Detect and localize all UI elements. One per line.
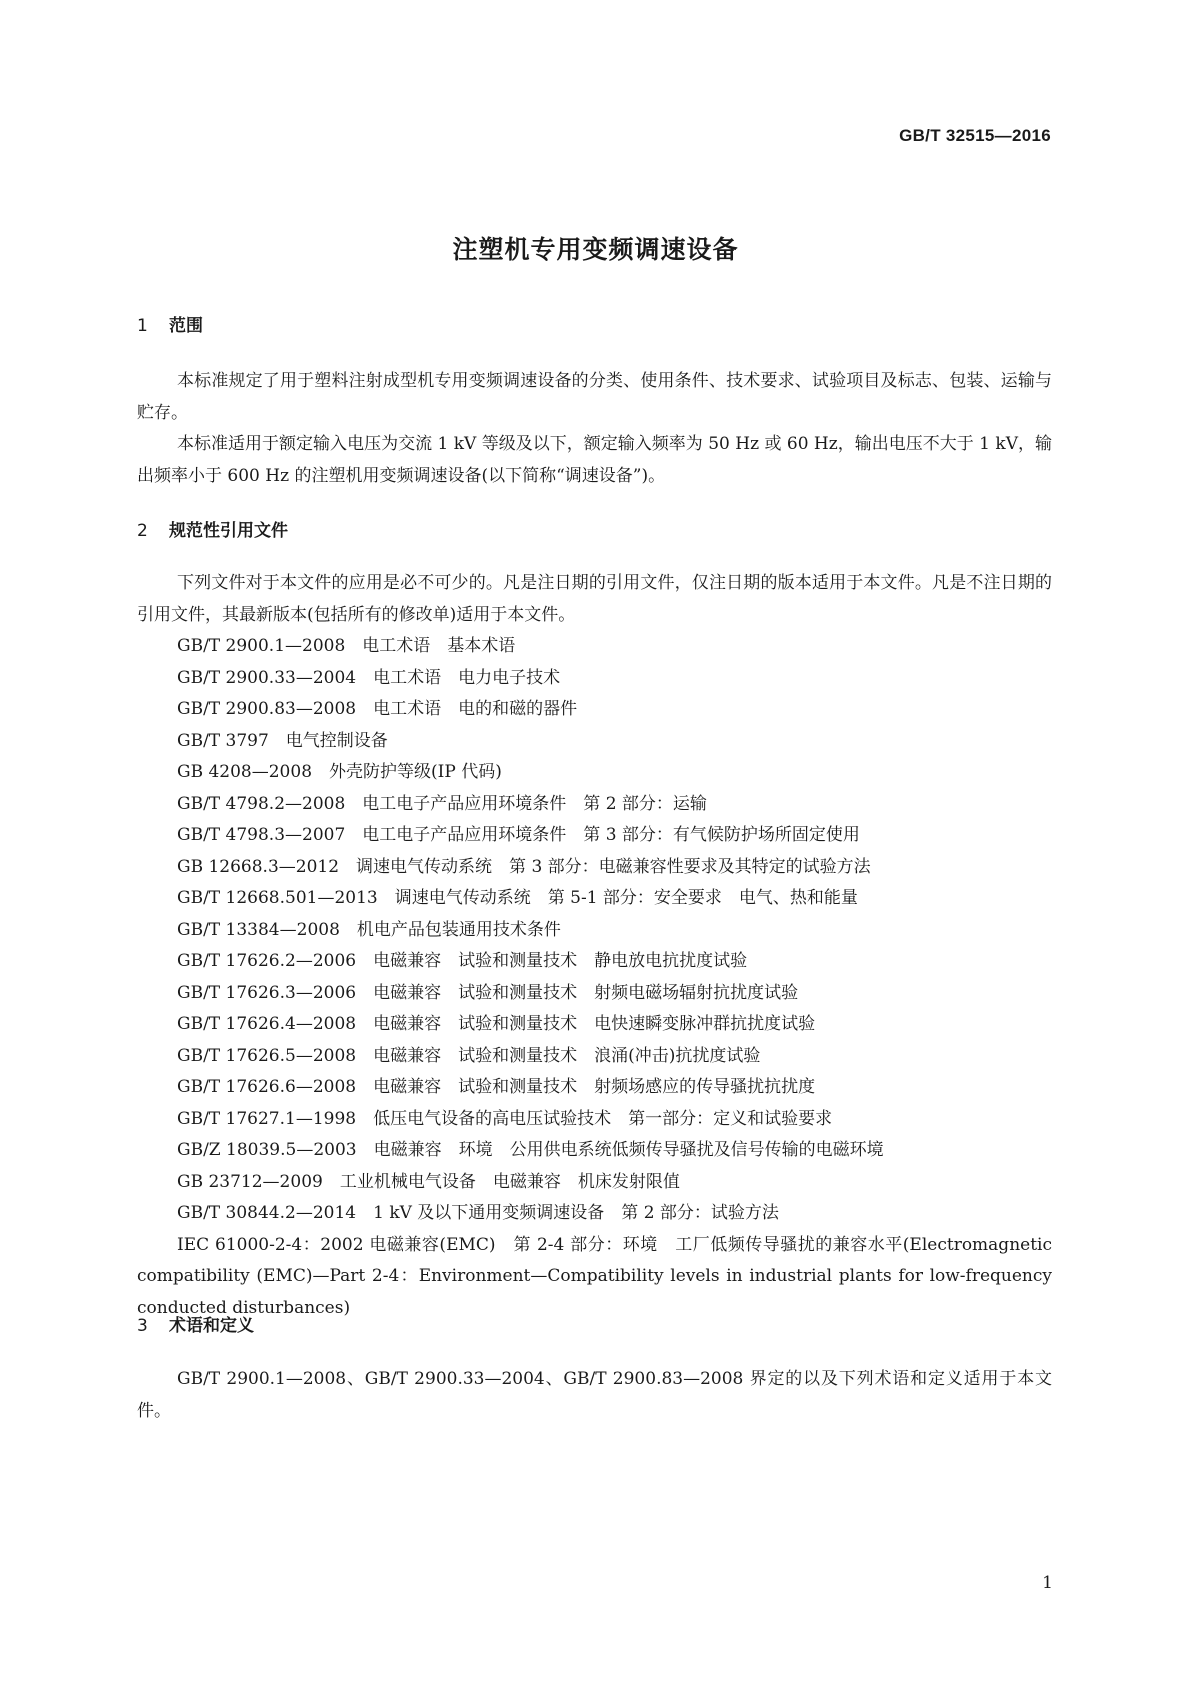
document-title: 注塑机专用变频调速设备 bbox=[452, 235, 739, 264]
reference-item: GB/T 17626.6—2008 电磁兼容 试验和测量技术 射频场感应的传导骚扰抗扰度 bbox=[177, 1077, 816, 1097]
section-1-heading bbox=[137, 311, 203, 336]
section-1-body bbox=[137, 366, 1052, 492]
reference-item: GB/T 17627.1—1998 低压电气设备的高电压试验技术 第一部分：定义和试验要求 bbox=[177, 1108, 833, 1129]
reference-item: GB/T 17626.3—2006 电磁兼容 试验和测量技术 射频电磁场辐射抗扰度试验 bbox=[177, 982, 799, 1003]
section-2-heading bbox=[137, 516, 288, 541]
reference-item: GB/T 4798.3—2007 电工电子产品应用环境条件 第 3 部分：有气候防护场所固定使用 bbox=[177, 825, 860, 845]
reference-item: GB/Z 18039.5—2003 电磁兼容 环境 公用供电系统低频传导骚扰及信号传输的电磁环境 bbox=[177, 1140, 884, 1160]
section-2-number: 2 bbox=[137, 521, 148, 541]
section-2-title: 规范性引用文件 bbox=[169, 521, 288, 541]
section-1-title: 范围 bbox=[169, 316, 203, 336]
scope-paragraph-1: 本标准规定了用于塑料注射成型机专用变频调速设备的分类、使用条件、技术要求、试验项目及标志、包装、运输与贮存。 bbox=[137, 371, 1052, 423]
reference-list bbox=[137, 631, 1052, 1324]
section-3-heading bbox=[137, 1311, 254, 1336]
reference-item: GB/T 2900.83—2008 电工术语 电的和磁的器件 bbox=[177, 699, 578, 719]
reference-item: GB 4208—2008 外壳防护等级(IP 代码) bbox=[177, 762, 502, 782]
reference-item: GB/T 4798.2—2008 电工电子产品应用环境条件 第 2 部分：运输 bbox=[177, 793, 707, 814]
reference-item: GB/T 17626.5—2008 电磁兼容 试验和测量技术 浪涌(冲击)抗扰度试验 bbox=[177, 1045, 761, 1066]
references-intro: 下列文件对于本文件的应用是必不可少的。凡是注日期的引用文件，仅注日期的版本适用于本文件。凡是不注日期的引用文件，其最新版本(包括所有的修改单)适用于本文件。 bbox=[137, 573, 1052, 625]
reference-item: GB/T 2900.1—2008 电工术语 基本术语 bbox=[177, 636, 516, 656]
reference-item: GB/T 2900.33—2004 电工术语 电力电子技术 bbox=[177, 667, 561, 688]
section-2-body bbox=[137, 568, 1052, 1324]
reference-item: GB 12668.3—2012 调速电气传动系统 第 3 部分：电磁兼容性要求及其特定的试验方法 bbox=[177, 856, 871, 877]
standard-code: GB/T 32515—2016 bbox=[899, 126, 1051, 145]
terms-paragraph: GB/T 2900.1—2008、GB/T 2900.33—2004、GB/T 2900.83—2008 界定的以及下列术语和定义适用于本文件。 bbox=[137, 1369, 1052, 1421]
reference-item: GB/T 17626.2—2006 电磁兼容 试验和测量技术 静电放电抗扰度试验 bbox=[177, 951, 748, 971]
reference-item: GB 23712—2009 工业机械电气设备 电磁兼容 机床发射限值 bbox=[177, 1171, 680, 1192]
reference-item: GB/T 3797 电气控制设备 bbox=[177, 730, 388, 751]
reference-item: GB/T 12668.501—2013 调速电气传动系统 第 5-1 部分：安全要求 电气、热和能量 bbox=[177, 888, 858, 908]
scope-paragraph-2: 本标准适用于额定输入电压为交流 1 kV 等级及以下，额定输入频率为 50 Hz 或 60 Hz，输出电压不大于 1 kV，输出频率小于 600 Hz 的注塑机用变频调速设备(以下简称“调速设备”)。 bbox=[137, 434, 1052, 486]
reference-item: GB/T 17626.4—2008 电磁兼容 试验和测量技术 电快速瞬变脉冲群抗扰度试验 bbox=[177, 1014, 816, 1034]
section-3-title: 术语和定义 bbox=[169, 1316, 254, 1336]
section-3-body bbox=[137, 1364, 1052, 1427]
page-number: 1 bbox=[1042, 1573, 1053, 1593]
section-1-number: 1 bbox=[137, 316, 148, 336]
reference-item: GB/T 13384—2008 机电产品包装通用技术条件 bbox=[177, 919, 561, 940]
reference-item: GB/T 30844.2—2014 1 kV 及以下通用变频调速设备 第 2 部分：试验方法 bbox=[177, 1203, 779, 1223]
reference-item-iec: IEC 61000-2-4：2002 电磁兼容(EMC) 第 2-4 部分：环境 工厂低频传导骚扰的兼容水平(Electromagnetic compatibility (EMC)—Part 2-4：Environment—Compatibility levels in industrial plants for low-frequency conducted disturbances) bbox=[137, 1234, 1052, 1318]
section-3-number: 3 bbox=[137, 1316, 148, 1336]
